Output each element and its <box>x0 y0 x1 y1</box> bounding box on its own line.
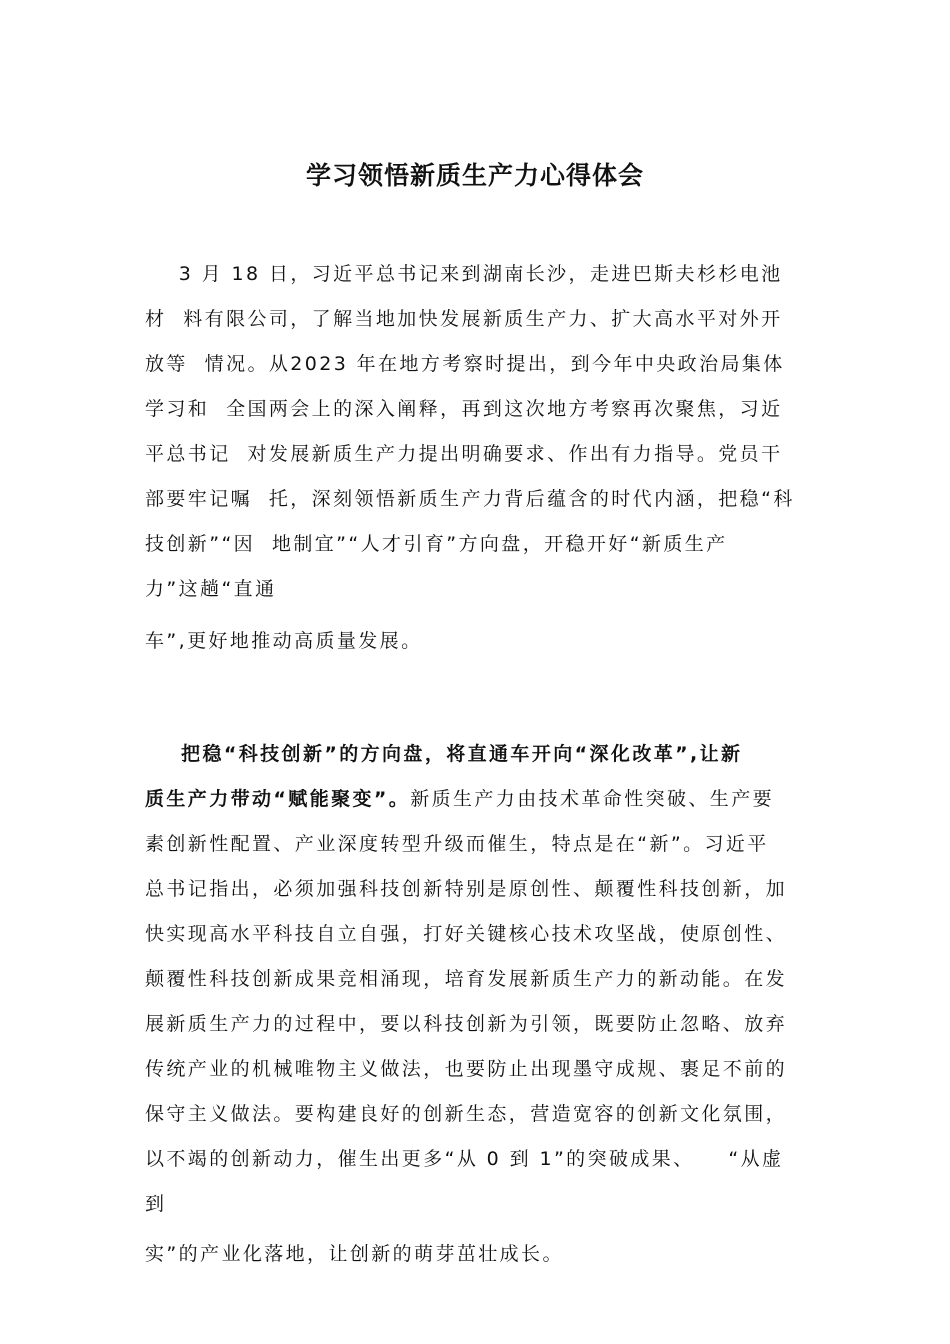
paragraph-2-tail: 实”的产业化落地，让创新的萌芽茁壮成长。 <box>145 1243 564 1265</box>
paragraph-1-line-3: 放等 情况。从2023 年在地方考察时提出，到今年中央政治局集体 <box>145 353 785 375</box>
paragraph-2-line-6: 颠覆性科技创新成果竞相涌现，培育发展新质生产力的新动能。在发 <box>145 968 788 990</box>
paragraph-2-line-3: 素创新性配置、产业深度转型升级而催生，特点是在“新”。习近平 <box>145 833 769 855</box>
paragraph-1-tail: 车”,更好地推动高质量发展。 <box>145 630 423 652</box>
paragraph-1-line-4: 学习和 全国两会上的深入阐释，再到这次地方考察再次聚焦，习近 <box>145 398 783 420</box>
paragraph-1-line-2: 材 料有限公司，了解当地加快发展新质生产力、扩大高水平对外开 <box>145 308 783 330</box>
paragraph-2-heading-line-1: 把稳“科技创新”的方向盘，将直通车开向“深化改革”,让新 <box>145 743 743 765</box>
paragraph-2-line-7: 展新质生产力的过程中，要以科技创新为引领，既要防止忽略、放弃 <box>145 1013 788 1035</box>
paragraph-2-line-4: 总书记指出，必须加强科技创新特别是原创性、颠覆性科技创新，加 <box>145 878 788 900</box>
paragraph-2-line-11: 到 <box>145 1193 167 1215</box>
document-title: 学习领悟新质生产力心得体会 <box>305 161 644 190</box>
paragraph-1-line-6: 部要牢记嘱 托，深刻领悟新质生产力背后蕴含的时代内涵，把稳“科 <box>145 488 795 510</box>
paragraph-2-line-2-text: 新质生产力由技术革命性突破、生产要 <box>410 788 774 810</box>
paragraph-1-line-7: 技创新”“因 地制宜”“人才引育”方向盘，开稳开好“新质生产 <box>145 533 728 555</box>
paragraph-2-line-9: 保守主义做法。要构建良好的创新生态，营造宽容的创新文化氛围， <box>145 1103 788 1125</box>
paragraph-1-line-8: 力”这趟“直通 <box>145 578 277 600</box>
paragraph-2-heading-line-2: 质生产力带动“赋能聚变”。 <box>145 788 411 810</box>
paragraph-1-line-5: 平总书记 对发展新质生产力提出明确要求、作出有力指导。党员干 <box>145 443 783 465</box>
paragraph-2-line-8: 传统产业的机械唯物主义做法，也要防止出现墨守成规、裹足不前的 <box>145 1058 788 1080</box>
paragraph-2-line-5: 快实现高水平科技自立自强，打好关键核心技术攻坚战，使原创性、 <box>145 923 788 945</box>
paragraph-2-line-2 <box>145 784 774 814</box>
paragraph-1-line-1: 3 月 18 日，习近平总书记来到湖南长沙，走进巴斯夫杉杉电池 <box>145 263 783 285</box>
paragraph-2-line-10: 以不竭的创新动力，催生出更多“从 0 到 1”的突破成果、 “从虚 <box>145 1148 784 1170</box>
